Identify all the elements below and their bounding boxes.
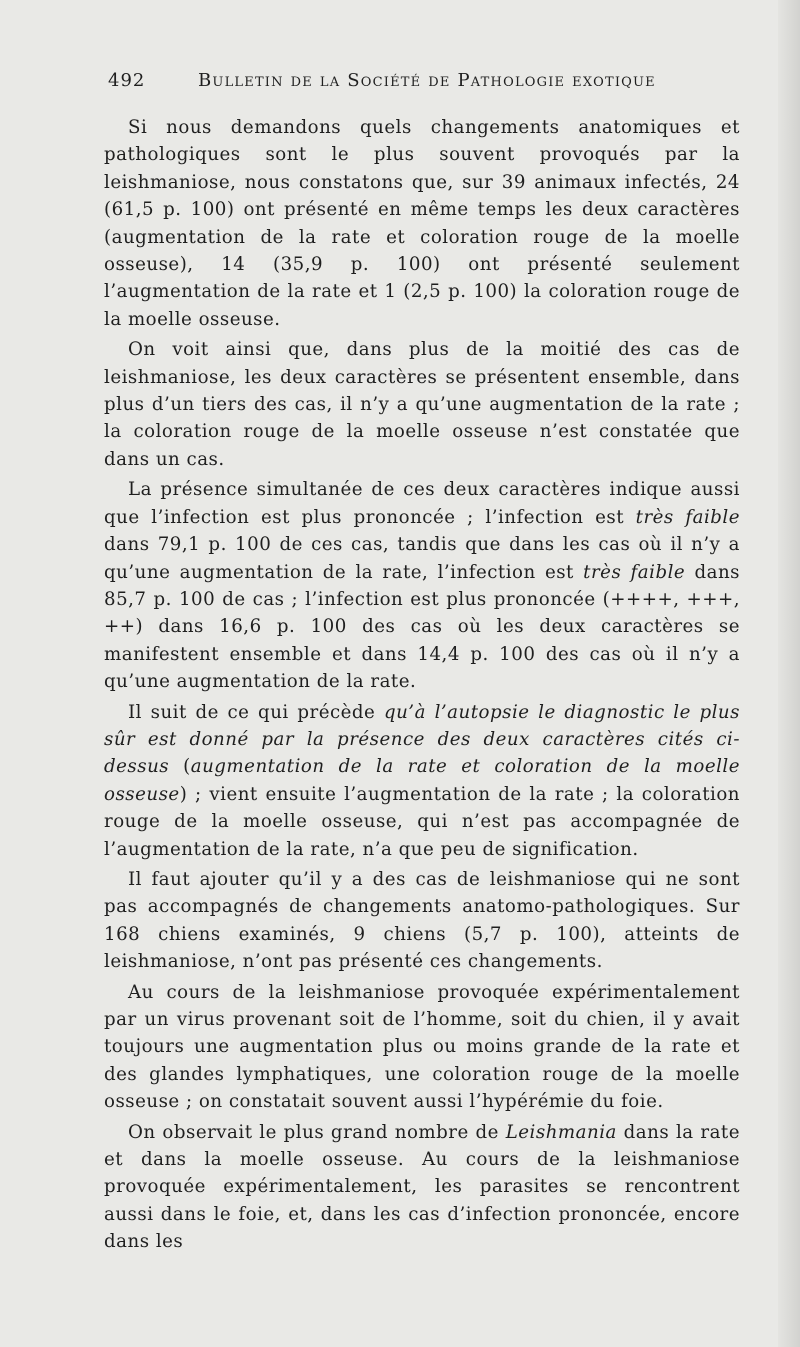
text-run: ( bbox=[169, 756, 191, 778]
text-run: La présence simultanée de ces deux caractères indique aussi que l’infection est plus prononcée ; l’infection est bbox=[104, 479, 740, 528]
paragraph-simultaneous-presence bbox=[104, 476, 740, 695]
text-run: dans 79,1 p. 100 de ces cas, tandis que dans les cas où il n’y a qu’une augmentation de la rate, l’infection est bbox=[104, 534, 740, 583]
body-text bbox=[104, 114, 740, 1259]
italic-text-run: très faible bbox=[583, 561, 686, 583]
italic-text-run: très faible bbox=[635, 506, 740, 528]
text-run: Il faut ajouter qu’il y a des cas de leishmaniose qui ne sont pas accompagnés de changements anatomo-pathologiques. Sur 168 chiens examinés, 9 chiens (5,7 p. 100), atteints de leishmaniose, n’ont pas présenté ces changements. bbox=[104, 868, 740, 973]
text-run: On observait le plus grand nombre de bbox=[128, 1121, 506, 1143]
italic-text-run: augmentation de la rate et coloration de la moelle osseuse bbox=[104, 756, 740, 805]
text-run: Au cours de la leishmaniose provoquée expérimentalement par un virus provenant soit de l’homme, soit du chien, il y avait toujours une augmentation plus ou moins grande de la rate et des glandes lymphatiques, une coloration rouge de la moelle osseuse ; on constatait souvent aussi l’hypérémie du foie. bbox=[104, 981, 740, 1113]
paragraph-majority-cases bbox=[104, 336, 740, 473]
page-edge-shadow bbox=[778, 0, 800, 1347]
text-run: Si nous demandons quels changements anatomiques et pathologiques sont le plus souvent provoqués par la leishmaniose, nous constatons que, sur 39 animaux infectés, 24 (61,5 p. 100) ont présenté en même temps les deux caractères (augmentation de la rate et coloration rouge de la moelle osseuse), 14 (35,9 p. 100) ont présenté seulement l’augmentation de la rate et 1 (2,5 p. 100) la coloration rouge de la moelle osseuse. bbox=[104, 117, 740, 330]
italic-text-run: Leishmania bbox=[505, 1121, 617, 1143]
paragraph-parasites bbox=[104, 1119, 740, 1256]
text-run: ) ; vient ensuite l’augmentation de la rate ; la coloration rouge de la moelle osseuse, qui n’est pas accompagnée de l’augmentation de la rate, n’a que peu de signification. bbox=[104, 783, 740, 860]
text-run: dans 85,7 p. 100 de cas ; l’infection est plus prononcée (++++, +++, ++) dans 16,6 p. 100 des cas où les deux caractères se manifestent ensemble et dans 14,4 p. 100 des cas où il n’y a qu’une augmentation de la rate. bbox=[104, 561, 741, 693]
text-run: Il suit de ce qui précède bbox=[128, 701, 384, 723]
page-header bbox=[108, 70, 668, 104]
italic-text-run: qu’à l’autopsie le diagnostic le plus sûr est donné par la présence des deux caractères cités ci-dessus bbox=[104, 701, 740, 778]
page-number: 492 bbox=[108, 70, 146, 91]
text-run: dans la rate et dans la moelle osseuse. Au cours de la leishmaniose provoquée expérimentalement, les parasites se rencontrent aussi dans le foie, et, dans les cas d’infection prononcée, encore dans les bbox=[104, 1121, 740, 1253]
paragraph-no-changes bbox=[104, 866, 740, 976]
paragraph-diagnostic bbox=[104, 699, 740, 863]
paragraph-experimental bbox=[104, 979, 740, 1116]
paragraph-anatomic-changes bbox=[104, 114, 740, 333]
text-run: On voit ainsi que, dans plus de la moitié des cas de leishmaniose, les deux caractères se présentent ensemble, dans plus d’un tiers des cas, il n’y a qu’une augmentation de la rate ; la coloration rouge de la moelle osseuse n’est constatée que dans un cas. bbox=[104, 339, 740, 470]
running-title: Bulletin de la Société de Pathologie exotique bbox=[198, 70, 656, 91]
